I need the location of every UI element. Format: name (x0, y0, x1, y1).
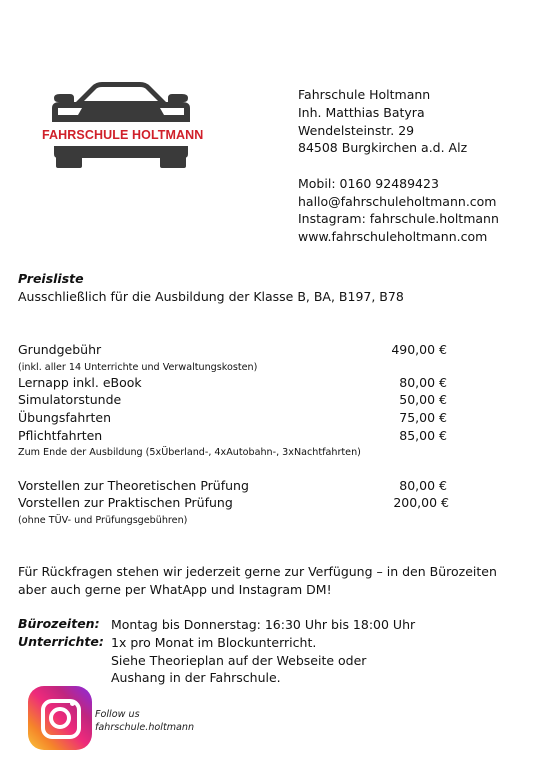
instagram-handle[interactable]: Instagram: fahrschule.holtmann (298, 211, 499, 227)
office-hours-label: Bürozeiten: (18, 616, 100, 631)
instagram-dot (70, 701, 75, 706)
address-block (298, 86, 499, 246)
lessons-line: Aushang in der Fahrschule. (111, 670, 281, 686)
lessons-line: 1x pro Monat im Blockunterricht. (111, 635, 317, 650)
lessons-text (111, 634, 366, 687)
price-note-pflichtfahrten: Zum Ende der Ausbildung (5xÜberland-, 4xAutobahn-, 3xNachtfahrten) (18, 447, 361, 458)
mobile: Mobil: 0160 92489423 (298, 175, 439, 191)
price-value-praktische-pruefung: 200,00 € (393, 495, 449, 510)
pricelist-subtitle: Ausschließlich für die Ausbildung der Klasse B, BA, B197, B78 (18, 289, 404, 304)
price-label-uebungsfahrten: Übungsfahrten (18, 410, 112, 425)
price-value-grundgebuehr: 490,00 € (391, 342, 447, 357)
lessons-label: Unterrichte: (18, 634, 104, 649)
website-link[interactable]: www.fahrschuleholtmann.com (298, 229, 488, 245)
address-spacer (298, 157, 499, 175)
street: Wendelsteinstr. 29 (298, 122, 415, 138)
price-label-praktische-pruefung: Vorstellen zur Praktischen Prüfung (18, 495, 233, 510)
price-note-grundgebuehr: (inkl. aller 14 Unterrichte und Verwaltungskosten) (18, 362, 258, 373)
price-label-simulator: Simulatorstunde (18, 392, 122, 407)
price-value-simulator: 50,00 € (399, 392, 447, 407)
email-link[interactable]: hallo@fahrschuleholtmann.com (298, 193, 497, 209)
price-value-pflichtfahrten: 85,00 € (399, 428, 447, 443)
price-label-lernapp: Lernapp inkl. eBook (18, 375, 142, 390)
office-hours-text: Montag bis Donnerstag: 16:30 Uhr bis 18:00 Uhr (111, 617, 416, 632)
pricelist-title: Preisliste (18, 271, 84, 286)
follow-us[interactable] (95, 709, 194, 734)
info-paragraph: Für Rückfragen stehen wir jederzeit gerne zur Verfügung – in den Bürozeiten aber auch gerne per WhatApp und Instagram DM! (18, 564, 497, 597)
price-label-theoretische-pruefung: Vorstellen zur Theoretischen Prüfung (18, 478, 249, 493)
logo (42, 78, 204, 168)
lessons-line: Siehe Theorieplan auf der Webseite oder (111, 652, 367, 668)
follow-us-label: Follow us (95, 709, 140, 720)
follow-us-handle: fahrschule.holtmann (95, 721, 195, 733)
price-note-praktische-pruefung: (ohne TÜV- und Prüfungsgebühren) (18, 515, 188, 526)
city: 84508 Burgkirchen a.d. Alz (298, 140, 468, 156)
price-label-grundgebuehr: Grundgebühr (18, 342, 102, 357)
owner-name: Inh. Matthias Batyra (298, 104, 425, 120)
price-value-uebungsfahrten: 75,00 € (399, 410, 447, 425)
company-name: Fahrschule Holtmann (298, 87, 431, 102)
instagram-icon[interactable] (28, 686, 92, 750)
logo-brand-text: FAHRSCHULE HOLTMANN (42, 128, 204, 142)
price-value-theoretische-pruefung: 80,00 € (399, 478, 447, 493)
price-label-pflichtfahrten: Pflichtfahrten (18, 428, 103, 443)
instagram-lens (49, 707, 71, 729)
car-icon (42, 78, 204, 168)
price-value-lernapp: 80,00 € (399, 375, 447, 390)
